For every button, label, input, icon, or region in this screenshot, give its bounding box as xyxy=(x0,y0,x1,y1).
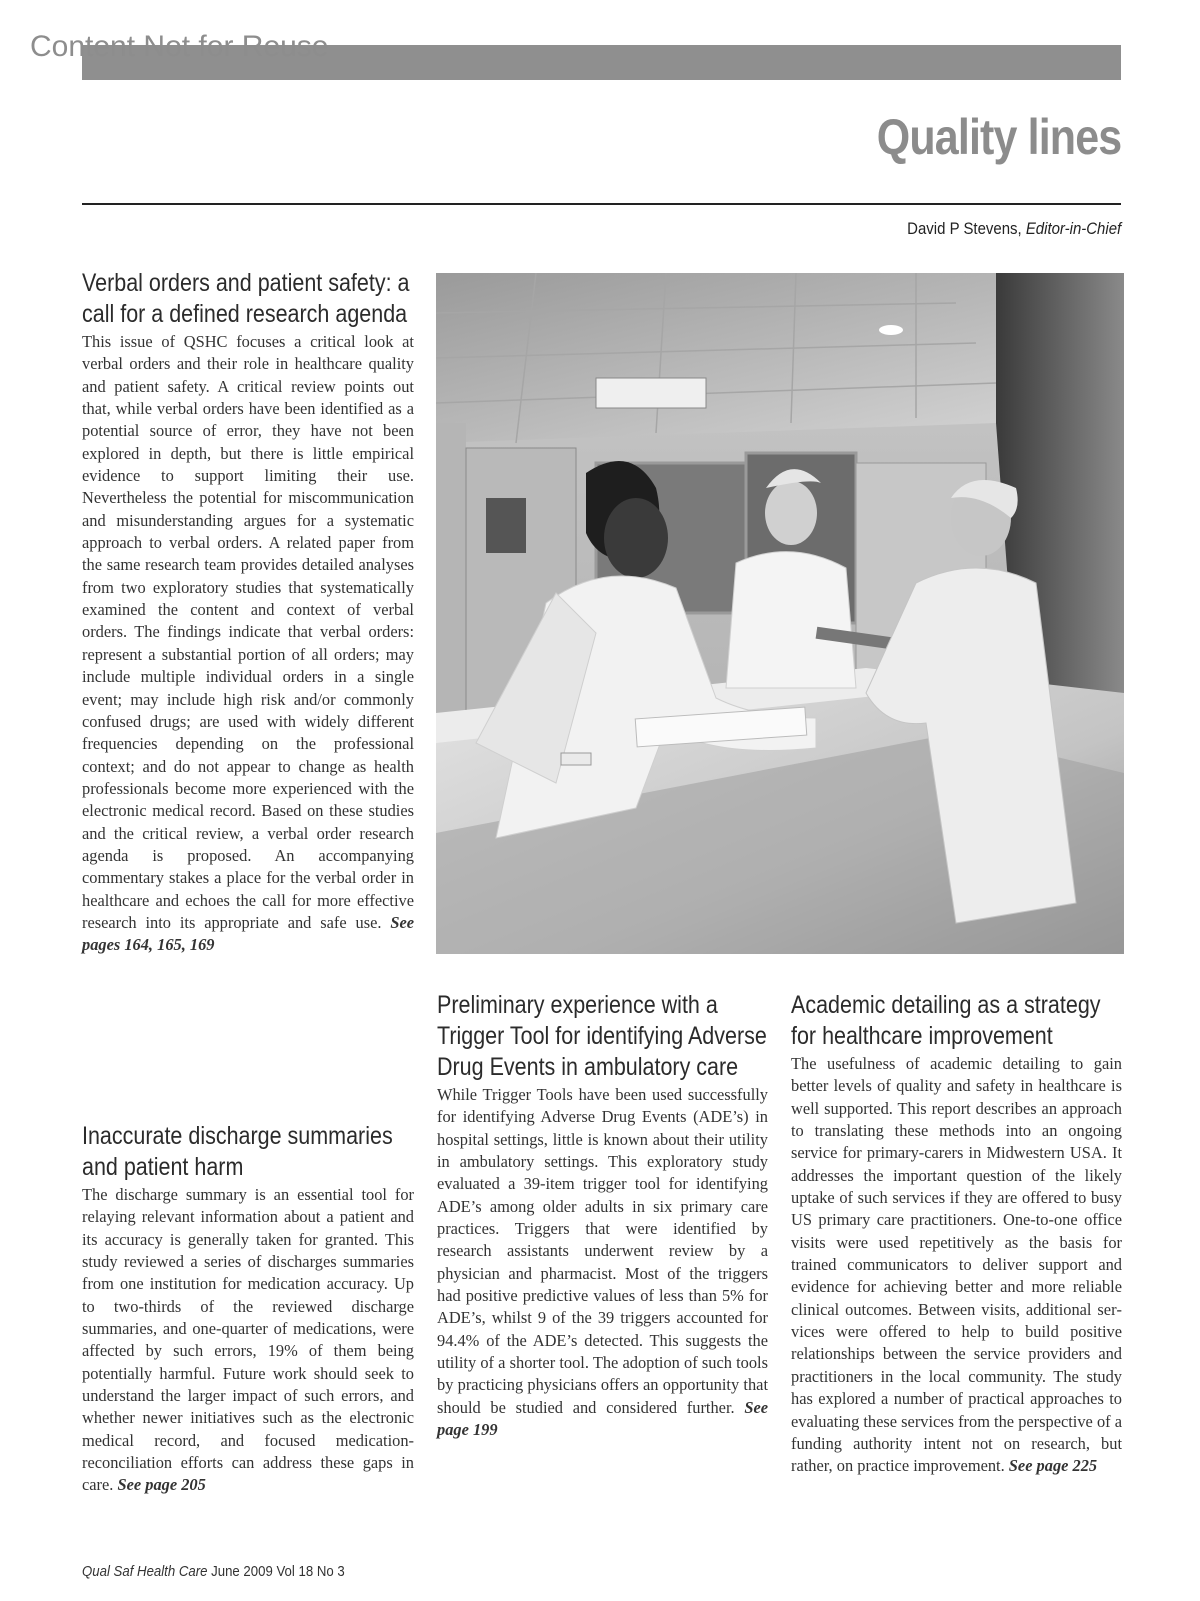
article-body xyxy=(437,1084,768,1442)
article-text: This issue of QSHC focuses a critical look at verbal orders and their role in healthcare quality and patient safety. A critical review points out that, while verbal orders have been identified as a potential source of error, they have not been explored in depth, but there is little empirical evidence to support limiting their use. Nevertheless the potential for miscommunication and misunderstanding argues for a systematic approach to verbal orders. A related paper from the same research team provides detailed analyses from two exploratory studies that systematically examined the content and context of verbal orders. The findings indicate that verbal orders: represent a substantial portion of all orders; may include multiple individual orders in a single event; may include high risk and/or commonly confused drugs; are used with widely different frequencies depending on the professional context; and do not appear to change as health professionals become more experienced with the electronic medical record. Based on these studies and the critical review, a verbal order research agenda is proposed. An accompanying commentary stakes a place for the verbal order in healthcare and echoes the call for more effective research into its appropriate and safe use. xyxy=(82,332,414,932)
page-footer xyxy=(82,1563,345,1580)
article-body xyxy=(82,1184,414,1497)
watermark: Content Not for Reuse xyxy=(30,30,329,63)
article-title: Academic detailing as a strategy for healthcare improvement xyxy=(791,991,1101,1050)
page-reference: See page 199 xyxy=(437,1397,768,1440)
byline xyxy=(907,219,1121,239)
article-title: Preliminary experience with a Trigger Tool for identifying Adverse Drug Events in ambulatory care xyxy=(437,991,767,1081)
article-body xyxy=(82,331,414,957)
article-verbal-orders xyxy=(82,268,414,957)
author-name: David P Stevens, xyxy=(907,219,1022,238)
header-rule xyxy=(82,203,1121,205)
article-discharge-summaries xyxy=(82,1121,414,1497)
article-trigger-tool xyxy=(437,990,768,1442)
page-reference: See pages 164, 165, 169 xyxy=(82,912,414,955)
page-reference: See page 225 xyxy=(1008,1456,1098,1476)
page-reference: See page 205 xyxy=(117,1475,206,1495)
issue-info: June 2009 Vol 18 No 3 xyxy=(211,1563,345,1580)
journal-name: Qual Saf Health Care xyxy=(82,1563,208,1580)
article-text: While Trigger Tools have been used successfully for identifying Adverse Drug Events (ADE’s) in hospital settings, little is known about their utility in ambulatory settings. This exploratory study evaluated a 39-item trigger tool for identifying ADE’s among older adults in six primary care practices. Triggers that were identified by research assistants underwent review by a physician and pharmacist. Most of the triggers had positive predictive values of less than 5% for ADE’s, whilst 9 of the 39 triggers accounted for 94.4% of the ADE’s detected. This suggests the utility of a shorter tool. The adoption of such tools by practicing physicians offers an opportunity that should be studied and considered further. xyxy=(437,1085,768,1417)
clinicians-illustration xyxy=(436,273,1124,954)
section-title: Quality lines xyxy=(876,109,1121,165)
article-title: Verbal orders and patient safety: a call for a defined research agenda xyxy=(82,269,410,328)
article-text: The usefulness of academic detailing to gain better levels of quality and safety in healthcare is well supported. This report describes an approach to translating these methods into an ongoing service for primary-carers in Midwestern USA. It addresses the important question of the likely uptake of such services if they are offered to busy US primary care practitioners. One-to-one office visits were used repetitively as the basis for trained communicators to deliver support and evidence for achieving better and more reliable clinical outcomes. Between visits, additional services were offered to help to build positive relationships between the service providers and practitioners in the local community. The study has explored a number of practical approaches to evaluating these services from the perspective of a funding authority intent not on research, but rather, on practice improvement. xyxy=(791,1054,1122,1476)
article-academic-detailing xyxy=(791,990,1122,1478)
article-body xyxy=(791,1053,1122,1478)
clinicians-photo xyxy=(436,273,1124,954)
author-role: Editor-in-Chief xyxy=(1025,219,1121,238)
article-title: Inaccurate discharge summaries and patient harm xyxy=(82,1122,393,1181)
article-text: The discharge summary is an essential tool for relaying relevant information about a patient and its accuracy is generally taken for granted. This study reviewed a series of discharges summaries from one institution for medication accuracy. Up to two-thirds of the reviewed discharge summaries, and one-quarter of medications, were affected by such errors, 19% of them being potentially harmful. Future work should seek to understand the larger impact of such errors, and whether newer initiatives such as the electronic medical record, and focused medication-reconciliation efforts can address these gaps in care. xyxy=(82,1185,414,1495)
